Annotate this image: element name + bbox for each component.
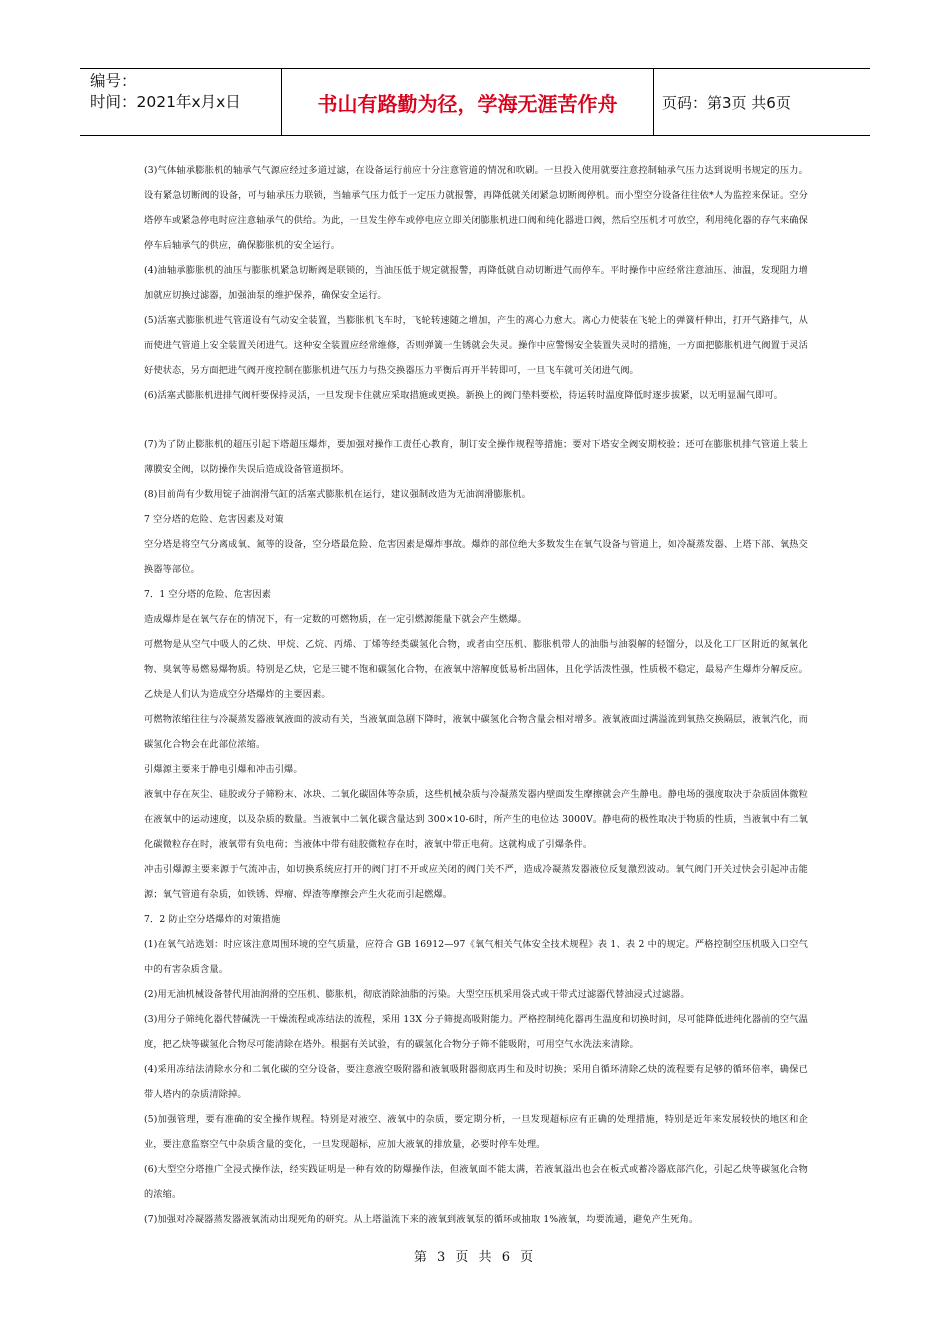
subsection-heading: 7．2 防止空分塔爆炸的对策措施 [144, 914, 281, 925]
header-motto: 书山有路勤为径，学海无涯苦作舟 [282, 69, 654, 135]
paragraph: (7)为了防止膨胀机的超压引起下塔超压爆炸，要加强对操作工责任心教育，制订安全操作规程等措施；要对下塔安全阀安期校验；还可在膨胀机排气管道上装上薄膜安全阀，以防操作失误后造成设备管道损坏。 [144, 439, 808, 475]
paragraph: 可燃物是从空气中吸人的乙炔、甲烷、乙烷、丙烯、丁烯等经类碳氢化合物，或者由空压机、膨胀机带人的油脂与油裂解的轻馏分，以及化工厂区附近的氮氧化物、臭氧等易燃易爆物质。特别是乙炔，它是三键不饱和碳氢化合物，在液氧中溶解度低易析出固体，且化学活泼性强，性质极不稳定，最易产生爆炸分解反应。乙炔是人们认为造成空分塔爆炸的主要因素。 [144, 639, 808, 700]
paragraph: (3)用分子筛纯化器代替碱洗一干燥流程或冻结法的流程，采用 13X 分子筛提高吸附能力。严格控制纯化器再生温度和切换时间，尽可能降低进纯化器前的空气温度，把乙炔等碳氢化合物尽可能清除在塔外。根据有关试验，有的碳氢化合物分子筛不能吸附，可用空气水洗法来清除。 [144, 1014, 808, 1050]
document-code-label: 编号： [90, 72, 137, 90]
paragraph: (6)大型空分塔推广全浸式操作法，经实践证明是一种有效的防爆操作法，但液氧面不能太满，若液氧溢出也会在板式或蓄冷器底部汽化，引起乙炔等碳氢化合物的浓缩。 [144, 1164, 808, 1200]
paragraph: (4)采用冻结法清除水分和二氧化碳的空分设备，要注意液空吸附器和液氧吸附器彻底再生和及时切换；采用自循环清除乙炔的流程要有足够的循环倍率，确保已带人塔内的杂质清除掉。 [144, 1064, 808, 1100]
page-footer-number: 第 3 页 共 6 页 [413, 1250, 537, 1265]
subsection-heading: 7．1 空分塔的危险、危害因素 [144, 589, 272, 600]
blank-line [144, 408, 808, 432]
paragraph: 冲击引爆源主要来源于气流冲击，如切换系统应打开的阀门打不开或应关闭的阀门关不严，造成冷凝蒸发器液位反复激烈波动。氧气阀门开关过快会引起冲击能源；氧气管道有杂质，如铁锈、焊瘤、焊渣等摩擦会产生火花而引起燃爆。 [144, 864, 808, 900]
paragraph: (8)目前尚有少数用锭子油润滑气缸的活塞式膨胀机在运行，建议强制改造为无油润滑膨胀机。 [144, 489, 531, 500]
paragraph: (5)加强管理，要有准确的安全操作规程。特别是对液空、液氧中的杂质，要定期分析，一旦发现超标应有正确的处理措施，特别是近年来发展较快的地区和企业，要注意监察空气中杂质含量的变化，一旦发现超标，应加大液氧的排放量，必要时停车处理。 [144, 1114, 808, 1150]
paragraph: 造成爆炸是在氧气存在的情况下，有一定数的可燃物质，在一定引燃源能量下就会产生燃爆。 [144, 614, 527, 625]
paragraph: (7)加强对冷凝器蒸发器液氧流动出现死角的研究。从上塔溢流下来的液氧到液氧泵的循环或抽取 1%液氧，均要流通，避免产生死角。 [144, 1214, 699, 1225]
paragraph: (1)在氧气站选划：时应该注意周围环境的空气质量，应符合 GB 16912—97《氧气相关气体安全技术规程》表 1、表 2 中的规定。严格控制空压机吸入口空气中的有害杂质含量。 [144, 939, 808, 975]
paragraph: (2)用无油机械设备替代用油润滑的空压机、膨胀机，彻底消除油脂的污染。大型空压机采用袋式或干带式过滤器代替油浸式过滤器。 [144, 989, 690, 1000]
paragraph: 空分塔是将空气分离成氧、氮等的设备，空分塔最危险、危害因素是爆炸事故。爆炸的部位绝大多数发生在氧气设备与管道上，如冷凝蒸发器、上塔下部、氧热交换器等部位。 [144, 539, 808, 575]
section-heading: 7 空分塔的危险、危害因素及对策 [144, 514, 284, 525]
paragraph: (4)油轴承膨胀机的油压与膨胀机紧急切断阀是联锁的，当油压低于规定就报警，再降低就自动切断进气而停车。平时操作中应经常注意油压、油温，发现阻力增加就应切换过滤器，加强油泵的维护保养，确保安全运行。 [144, 265, 808, 301]
paragraph: (3)气体轴承膨胀机的轴承气气源应经过多道过滤，在设备运行前应十分注意管道的情况和吹刷。一旦投入使用就要注意控制轴承气压力达到说明书规定的压力。设有紧急切断阀的设备，可与轴承压力联锁，当轴承气压力低于一定压力就报警，再降低就关闭紧急切断阀停机。而小型空分设备往往依*人为监控来保证。空分塔停车或紧急停电时应注意轴承气的供给。为此，一旦发生停车或停电应立即关闭膨胀机进口阀和纯化器进口阀，然后空压机才可放空，利用纯化器的存气来确保停车后轴承气的供应，确保膨胀机的安全运行。 [144, 165, 808, 251]
paragraph: 可燃物浓缩往往与冷凝蒸发器液氧液面的波动有关，当液氧面急剧下降时，液氧中碳氢化合物含量会相对增多。液氧液面过满溢流到氧热交换隔层，液氧汽化，而碳氢化合物会在此部位浓缩。 [144, 714, 808, 750]
paragraph: 液氧中存在灰尘、硅胶或分子筛粉末、冰块、二氧化碳固体等杂质，这些机械杂质与冷凝蒸发器内壁面发生摩擦就会产生静电。静电场的强度取决于杂质固体微粒在液氧中的运动速度，以及杂质的数量。当液氧中二氧化碳含量达到 300×10-6时，所产生的电位达 3000V。静电荷的极性取决于物质的性质，当液氧中有二氧化碳微粒存在时，液氧带有负电荷；当液体中带有硅胶微粒存在时，液氧中带正电荷。这就构成了引爆条件。 [144, 789, 808, 850]
paragraph: (6)活塞式膨胀机进排气阀杆要保持灵活，一旦发现卡住就应采取措施或更换。新换上的阀门垫料要松，待运转时温度降低时逐步拔紧，以无明显漏气即可。 [144, 390, 784, 401]
document-time-label: 时间：2021年x月x日 [90, 93, 241, 111]
header-meta [80, 69, 282, 135]
paragraph: 引爆源主要来于静电引爆和冲击引爆。 [144, 764, 303, 775]
header-page-number: 页码：第3页 共6页 [662, 93, 791, 112]
paragraph: (5)活塞式膨胀机进气管道设有气动安全装置，当膨胀机飞车时，飞轮转速随之增加，产生的离心力愈大。离心力使装在飞轮上的弹簧杆伸出，打开气路排气，从而使进气管道上安全装置关闭进气。这种安全装置应经常维修，否则弹簧一生锈就会失灵。操作中应警惕安全装置失灵时的措施，一方面把膨胀机进气阀置于灵活好使状态，另方面把进气阀开度控制在膨胀机进气压力与热交换器压力平衡后再开半转即可，一旦飞车就可关闭进气阀。 [144, 315, 808, 376]
document-body [144, 158, 808, 1232]
page-header [80, 68, 870, 136]
